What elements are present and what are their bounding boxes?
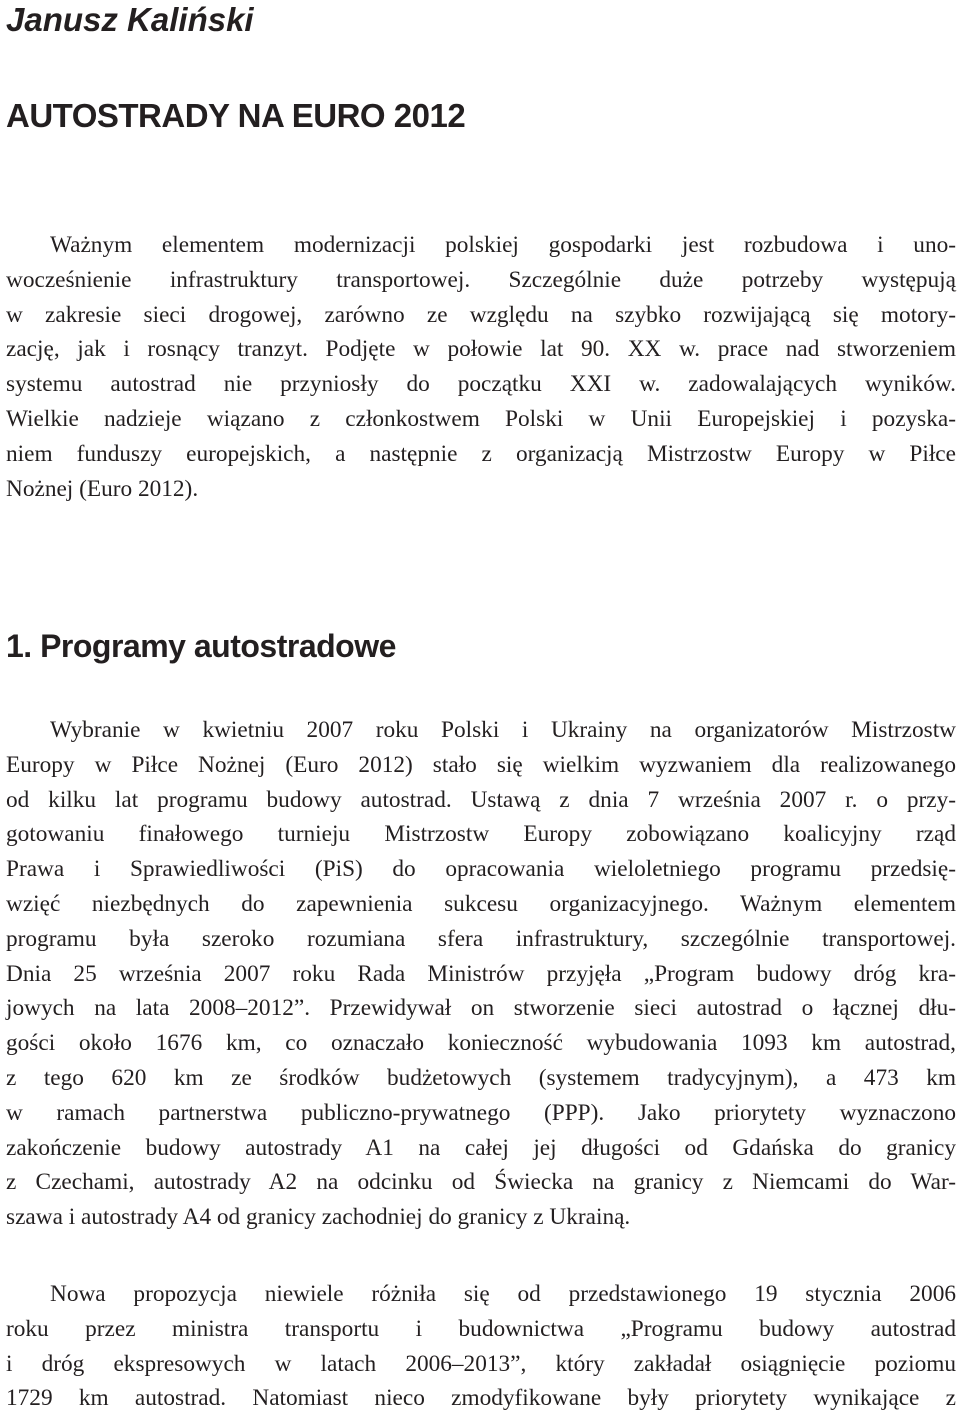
intro-paragraph [6, 228, 956, 506]
text-line: w zakresie sieci drogowej, zarówno ze względu na szybko rozwijającą się motory- [6, 301, 956, 328]
text-line: w ramach partnerstwa publiczno-prywatnego (PPP). Jako priorytety wyznaczono [6, 1099, 956, 1126]
text-line: Wielkie nadzieje wiązano z członkostwem Polski w Unii Europejskiej i pozyska- [6, 405, 956, 432]
text-line: gotowaniu finałowego turnieju Mistrzostw Europy zobowiązano koalicyjny rząd [6, 821, 956, 848]
text-line: systemu autostrad nie przyniosły do początku XXI w. zadowalających wyników. [6, 371, 956, 398]
text-line: jowych na lata 2008–2012”. Przewidywał on stworzenie sieci autostrad o łącznej dłu- [6, 995, 956, 1022]
text-line: z tego 620 km ze środków budżetowych (systemem tradycyjnym), a 473 km [6, 1064, 956, 1091]
text-line: zację, jak i rosnący tranzyt. Podjęte w połowie lat 90. XX w. prace nad stworzeniem [6, 336, 956, 363]
text-line: Nożnej (Euro 2012). [6, 475, 199, 502]
text-line: zakończenie budowy autostrady A1 na całej jej długości od Gdańska do granicy [6, 1134, 956, 1161]
text-line: Ważnym elementem modernizacji polskiej gospodarki jest rozbudowa i uno- [50, 232, 956, 258]
text-line: programu była szeroko rozumiana sfera infrastruktury, szczególnie transportowej. [6, 925, 956, 952]
text-line: Dnia 25 września 2007 roku Rada Ministrów przyjęła „Program budowy dróg kra- [6, 960, 956, 987]
text-line: od kilku lat programu budowy autostrad. Ustawą z dnia 7 września 2007 r. o przy- [6, 786, 956, 813]
text-line: Europy w Piłce Nożnej (Euro 2012) stało się wielkim wyzwaniem dla realizowanego [6, 751, 956, 778]
section-heading: 1. Programy autostradowe [6, 628, 396, 664]
text-line: niem funduszy europejskich, a następnie z organizacją Mistrzostw Europy w Piłce [6, 440, 956, 467]
section-paragraph-1 [6, 713, 956, 1235]
text-line: wzięć niezbędnych do zapewnienia sukcesu organizacyjnego. Ważnym elementem [6, 890, 956, 917]
text-line: 1729 km autostrad. Natomiast nieco zmodyfikowane były priorytety wynikające z [6, 1385, 956, 1412]
text-line: Wybranie w kwietniu 2007 roku Polski i Ukrainy na organizatorów Mistrzostw [50, 717, 956, 743]
text-line: gości około 1676 km, co oznaczało konieczność wybudowania 1093 km autostrad, [6, 1030, 956, 1057]
text-line: Nowa propozycja niewiele różniła się od przedstawionego 19 stycznia 2006 [50, 1281, 956, 1307]
text-line: szawa i autostrady A4 od granicy zachodniej do granicy z Ukrainą. [6, 1204, 631, 1231]
text-line: z Czechami, autostrady A2 na odcinku od Świecka na granicy z Niemcami do War- [6, 1169, 956, 1196]
text-line: wocześnienie infrastruktury transportowej. Szczególnie duże potrzeby występują [6, 266, 956, 293]
text-line: roku przez ministra transportu i budownictwa „Programu budowy autostrad [6, 1315, 956, 1342]
text-line: i dróg ekspresowych w latach 2006–2013”, który zakładał osiągnięcie poziomu [6, 1350, 956, 1377]
section-paragraph-2 [6, 1277, 956, 1416]
author-name: Janusz Kaliński [6, 1, 254, 38]
text-line: Prawa i Sprawiedliwości (PiS) do opracowania wieloletniego programu przedsię- [6, 856, 956, 883]
article-title: AUTOSTRADY NA EURO 2012 [6, 97, 466, 134]
